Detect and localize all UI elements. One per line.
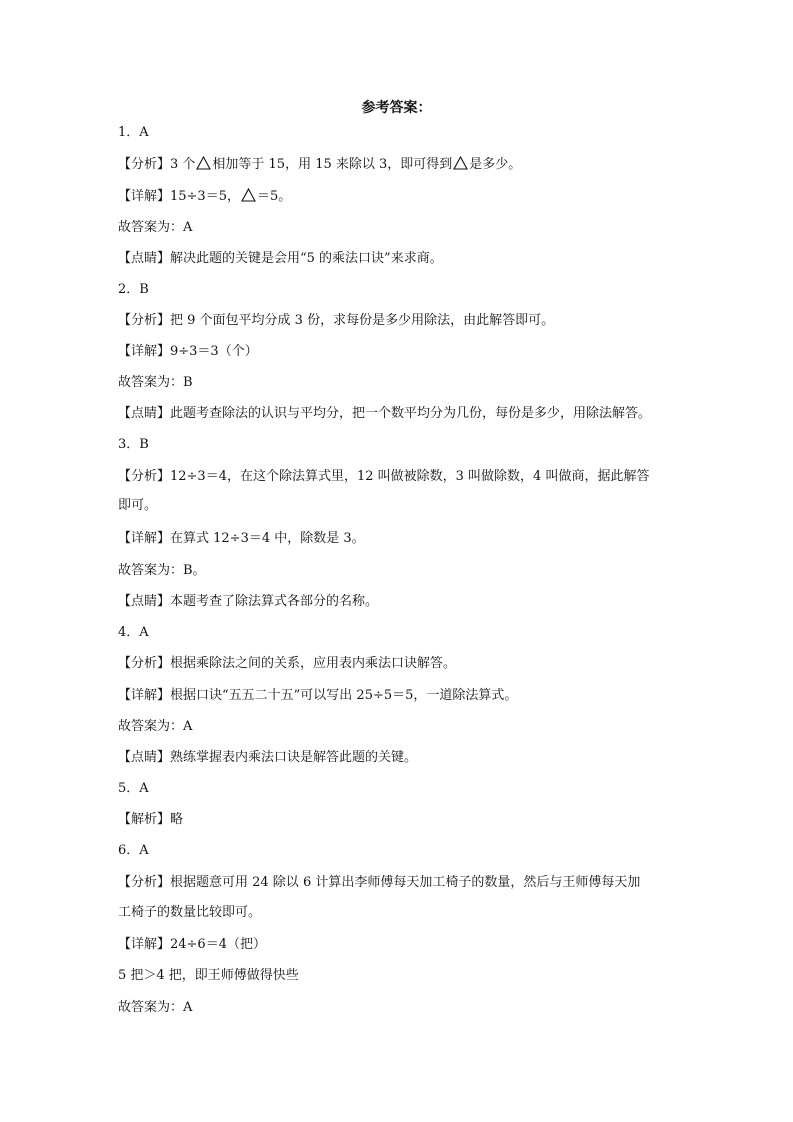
page-title: 参考答案： bbox=[361, 100, 432, 116]
q5-explanation: 【解析】略 bbox=[118, 812, 184, 827]
q2-number: 2．B bbox=[118, 282, 149, 297]
q1-number: 1．A bbox=[118, 125, 149, 140]
q1-analysis-part3: 是多少。 bbox=[469, 157, 522, 172]
q1-detail bbox=[118, 187, 698, 207]
q2-answer: 故答案为：B bbox=[118, 375, 193, 390]
q1-key-point: 【点睛】解决此题的关键是会用“5 的乘法口诀”来求商。 bbox=[118, 251, 443, 266]
q1-detail-part1: 【详解】15÷3＝5， bbox=[118, 189, 240, 204]
q6-comparison: 5 把＞4 把，即王师傅做得快些 bbox=[118, 968, 299, 983]
q6-analysis-line2: 工椅子的数量比较即可。 bbox=[118, 905, 262, 920]
q3-key-point: 【点睛】本题考查了除法算式各部分的名称。 bbox=[118, 594, 379, 609]
q4-number: 4．A bbox=[118, 625, 149, 640]
q2-detail: 【详解】9÷3＝3（个） bbox=[118, 344, 258, 359]
q4-analysis: 【分析】根据乘除法之间的关系，应用表内乘法口诀解答。 bbox=[118, 656, 457, 671]
q6-number: 6．A bbox=[118, 843, 149, 858]
q4-key-point: 【点睛】熟练掌握表内乘法口诀是解答此题的关键。 bbox=[118, 750, 418, 765]
q4-detail: 【详解】根据口诀“五五二十五”可以写出 25÷5＝5，一道除法算式。 bbox=[118, 688, 518, 703]
q1-detail-part2: ＝5。 bbox=[256, 189, 292, 204]
q1-analysis-part2: 相加等于 15，用 15 来除以 3，即可得到 bbox=[212, 157, 453, 172]
q3-analysis-line1: 【分析】12÷3＝4，在这个除法算式里，12 叫做被除数，3 叫做除数，4 叫做商，据此解答 bbox=[118, 469, 650, 484]
triangle-icon bbox=[453, 156, 468, 170]
q3-detail: 【详解】在算式 12÷3＝4 中，除数是 3。 bbox=[118, 531, 365, 546]
q2-analysis: 【分析】把 9 个面包平均分成 3 份，求每份是多少用除法，由此解答即可。 bbox=[118, 313, 555, 328]
q6-analysis-line1: 【分析】根据题意可用 24 除以 6 计算出李师傅每天加工椅子的数量，然后与王师傅每天加 bbox=[118, 875, 641, 890]
q3-analysis-line2: 即可。 bbox=[118, 498, 158, 513]
q1-analysis-part1: 【分析】3 个 bbox=[118, 157, 196, 172]
q5-number: 5．A bbox=[118, 781, 149, 796]
q4-answer: 故答案为：A bbox=[118, 719, 193, 734]
q6-detail: 【详解】24÷6＝4（把） bbox=[118, 937, 266, 952]
q1-answer: 故答案为：A bbox=[118, 220, 193, 235]
triangle-icon bbox=[241, 188, 256, 202]
q6-answer: 故答案为：A bbox=[118, 1000, 193, 1015]
q1-analysis bbox=[118, 155, 698, 175]
triangle-icon bbox=[196, 156, 211, 170]
q3-number: 3．B bbox=[118, 437, 149, 452]
q2-key-point: 【点睛】此题考查除法的认识与平均分，把一个数平均分为几份，每份是多少，用除法解答。 bbox=[118, 406, 652, 421]
q3-answer: 故答案为：B。 bbox=[118, 563, 206, 578]
